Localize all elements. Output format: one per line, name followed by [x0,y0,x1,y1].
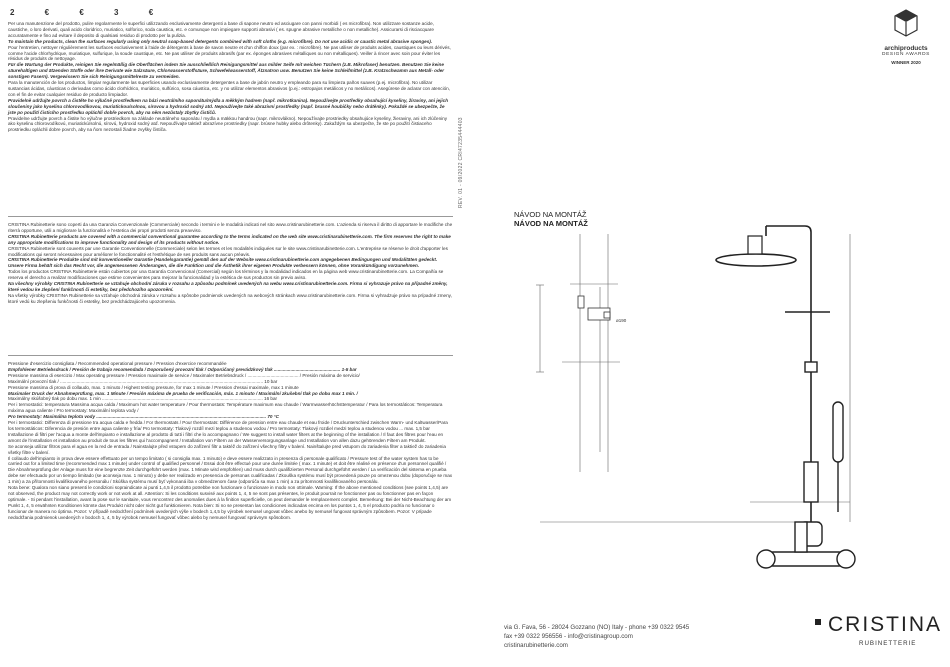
footer-address [504,623,689,650]
warranty-de: CRISTINA Rubinetterie Produkte sind mit konventioneller Garantie (Handelsgarantie) gemäß den auf der Website www.cristinarubinetterie.com angegebenen Bedingungen und Modalitäten gedeckt. Unsere Firma behält sich das Recht vor, die angemessenen Änderungen, die die Funktion und die Ästhetik ihrer eigenen Produkte verbessern können, ohne Vorankündigung vorzunehmen. [8,257,438,269]
divider [8,355,453,356]
spec-filters: Installazione di filtri per l'acqua a monte dell'impianto e installazione al prodotto di tutti i filtri che lo accompagnano / We suggest to install water filters at the beginning of the installation / Il faut des filtres pour l'eau en amont de l'installation et installation au produit de tous les filtres qui l'accompagnent / Installation von Filtern an der Wasserversorgungsanlage und Installation von allen dazu gehörenden Filtern am Produkt. [8,431,444,443]
care-text-de: Für die Wartung der Produkte, reinigen Sie regelmäßig die Oberflächen indem Sie ausschließlich Reinigungsmittel aus milder Seife mit weichen Tüchern (z.B. Mikrofaser) benutzen. Benutzen Sie keine säurehaltigen und ätzenden Stoffe oder ihre Derivate wie Salzsäure, Chlorwasserstoffsäure, Schwefelwasserstoff, Ätznatron usw. Benutzen Sie keine Schleifmittel (z.B. Kratzschwamm aus Metall- oder sonstigen Fasern). Vergewissern Sie sich Reinigungsmittelreste zu vermeiden. [8,62,445,80]
spec-test: Il collaudo dell'impianto in prova deve essere effettuato per un tempo limitato ( si consiglia max. 1 minuto) e deve essere realizzato in presenza di personale qualificato / Pressure test of the water system has to be carried out for a limited time (recommended max 1 minute) under control of qualified personnel / Essai doit être effectué pour une durée limitée ( max. 1 minute) et doit être réalisé en présence d'un personnel qualifié / Die Abnahmeprüfung der Anlage muss für eine begrenzte Zeit durchgeführt werden (max. 1 Minute wird empfohlen) und muss durch qualifizierten Personal durchgeführt werden / La verificación del sistema en prueba debe ser efectuado por un tiempo limitado (se aconseja max. 1 minuto) y debe ser realizado en presencia de personas cualificadas / Zkouška systému musí být provedená pouze po omezenou dobu (doporučuje se max 1 min) a za přítomnosti kvalifikovaného personálu / Skúška systému musí byť vykonaná iba v obmedzenom čase (odporúča sa max 1 min) a za prítomnosti kvalifikovaného personálu. [8,455,453,485]
care-text-cz: Pravidelně udržujte povrch a čistěte ho výlučně prostředkem na bázi neutrálního saponátu/mýdla a měkkým hadrem (např. mikrotkanina). Nepoužívejte prostředky obsahující kyseliny, žíraviny, ani jejich sloučeniny jako kyselinu chlorovodíkovou, muriatickou/solnou, sírovou a hydroxid sodný atd. Nepoužívejte také abrazivní prostředky (např. brusné houbičky nebo drátěnky). Pokaždé se ubezpečte, že jste po použití čisticího prostředku opláchli dobře povrch, aby na něm nezůstaly zbytky čističů. [8,97,449,115]
spec-test-pressure: Pressione massima di prova di collaudo, max. 1 minuto / Highest testing pressure, for max 1 minute / Pression d'essai maximale, max 1 minute [8,384,299,390]
warranty-cz: Na všechny výrobky CRISTINA Rubinetterie se vztahuje obchodní záruka v rozsahu a způsobu podmínek uvedených na webu www.cristinarubinetterie.com. Firma si vyhrazuje právo na případné změny, které vedou ke zlepšení funkčnosti či estetiky, bez předchozího upozornění. [8,281,448,292]
award-badge [870,8,942,65]
award-cube-icon [893,8,919,38]
footer-fax-line: fax +39 0322 956556 - info@cristinagroup.com [504,633,633,640]
care-section [8,8,453,133]
care-text-en: To maintain the products, clean the surfaces regularly using only neutral soap-based detergents combined with soft cloths (e.g. microfibre). Do not use acidic or caustic metal abrasive sponges). [8,38,433,44]
warranty-it: CRISTINA Rubinetterie sono coperti da una Garanzia Convenzionale (Commerciale) secondo i termini e le modalità indicati nel sito www.cristinarubinetterie.com. L'azienda si riserva il diritto di apportare le modifiche che riterrà opportune, utili a migliorare la funzionalità e l'estetica dei propri prodotti senza preavviso. [8,222,453,233]
award-line: DESIGN AWARDS [882,52,930,57]
dim-label: ø190 [616,318,627,323]
doc-code: REV. 01 - 09/2022 CRI47235444403 [458,117,464,208]
spec-pressure-max: Pressione massima di esercizio / Max operating pressure / Pression maximale de service / Maximaler Betriebsdruck / ........................................ / Presión máxima de servicio/ [8,372,360,378]
spec-pressure-2: Empfohlener Betriebsdruck / Presión de trabajo recomendada / Doporučený provozní tlak / Odporúčaný prevádzkový tlak .................................................... 1-5 bar [8,366,357,372]
warranty-es: Todos los productos CRISTINA Rubinetterie están cubiertos por una Garantía Convencional (Comercial) según los términos y la modalidad indicados en la página web www.cristinarubinetterie.com. La Compañía se reserva el derecho a realizar modificaciones que estime convenientes para mejorar la funcionalidad y la estética de sus productos sin previo aviso. [8,269,444,281]
footer-web-link[interactable]: cristinarubinetterie.com [504,642,568,649]
spec-test-pressure-3: Maximálny skúšobný tlak po dobu max. 1 min .............................................................................................................................. 16 bar [8,396,278,402]
spec-test-pressure-2: Maximaler Druck der Abnahmeprüfung, max. 1 Minute / Presión máxima de prueba de verificación, máx. 1 minuto / Maximální zkušební tlak po dobu max 1 min. / [8,390,358,396]
logo-name: CRISTINA [828,613,943,636]
warranty-sk: Na všetky výrobky CRISTINA Rubinetterie sa vzťahuje obchodná záruka v rozsahu a spôsobe podmienok uvedených na webových stránkach www.cristinarubinetterie.com. Firma si vyhradzuje právo na prípadné zmeny, ktoré vedú ku zlepšeniu funkčnosti či estetiky, bez predchádzajúceho upozornenia. [8,292,452,304]
care-header: 2 € € 3 € [10,8,168,17]
care-text-it: Per una manutenzione del prodotto, pulire regolarmente le superfici utilizzando esclusivamente detergenti a base di sapone neutro ed asciugare con panni morbidi ( es microfibra). Non utilizzare sostanze acide, caustiche, o loro derivati, quali acido cloridrico, muriatico, solforico, soda caustica, etc. e comunque non impiegare supporti abrasivi ( es. spugne abrasive metalliche o non metalliche). Assicurarsi di risciacquare accuratamente e fino ad evitare il deposito di qualsiasi residuo di prodotto per la pulizia. [8,21,434,38]
spec-filters-2: Se aconseja utilizar filtros para el agua en la red de entrada / Nainstalujte před vstupem do zařízení filtr a taktéž do zařízení všechny filtry v balení. Nainštalujte pred vstupom do zariadenia filter a taktiež do zariadenia všetky filtre v balení. [8,443,446,455]
logo-sub: RUBINETTERIE [859,640,917,647]
spec-temp-2: Pro termostaty: Maximálna teplota vody ..................................................................................................................................... 70 °C [8,414,279,420]
specs-section [8,361,453,520]
warranty-section [8,222,453,305]
award-brand: archiproducts [884,45,928,52]
spec-pressure: Pressione d'esercizio consigliata / Recommended operational pressure / Pression d'exercice recommandée [8,361,227,366]
spec-note: Nota bene: Qualora non siano presenti le condizioni sopraindicate ai punti 1,4,5 il prodotto potrebbe non funzionare o funzionare in modo non ottimale. Warning: If the above mentioned conditions (see points 1,4,5) are not observed, the product may not correctly work or not work at all. Attention: Si les conditions susvisé aux points 1, 4, 5 ne sont pas présentes, le produit pourrait ne fonctionner pas ou fonctionner pas en façon optimale. - Si pendant l'installation, avant la pose sur le sanitaire, vous rencontrez des anomalies dues à la finition superficielle, on peut demander le remplacement complet. Bemerkung: Bei der Nicht-Beachtung der am Punkt 1, 4, 5 erwähnten Konditionen könnte das Produkt nicht oder nicht gut funktionieren. Nota bien: Si no se presentan las condiciones indicadas encima en los puntos 1, 4, 5 el producto podría no funcionar o funcionar de manera no óptima. Pozor: V případě nedodržení podmínek uvedených výše v bodech 1,4,5 by výrobek nemusel ungovat vůbec anebo by nemusel fungovat správným způsobem. Pozor: V prípade nedodržania podmienok uvedených v bodoch 1, 4, 5 by výrobok nemusel fungovať vôbec alebo by nemusel fungovať správnym spôsobom. [8,485,452,520]
divider [8,216,453,217]
care-text-fr: Pour l'entretien, nettoyer régulièrement les surfaces exclusivement à l'aide de détergents à base de savon neutre et d'un chiffon doux (par ex. : microfibre). Ne pas utiliser de produits acides, caustiques ou leurs dérivés, comme l'acide chlorhydrique, muriatique, sulfurique, la soude caustique, etc. Ne pas utiliser de produits abrasifs (par ex. éponges abrasives métalliques ou non métalliques). Veiller à rincer avec soin pour éviter les résidus de produits de nettoyage. [8,44,451,62]
spec-pressure-max-2: Maximální provozní tlak / ............................................................................................................................................................... 10 bar [8,378,278,384]
title-line-1: NÁVOD NA MONTÁŽ [514,210,587,219]
award-winner: WINNER 2020 [891,60,921,65]
shower-drawing [520,222,870,592]
footer-address-line: via G. Fava, 56 - 28024 Gozzano (NO) Italy - phone +39 0322 9545 [504,624,690,631]
spec-temp: Per i termostatici: temperatura Massima acqua calda / Maximum hot water temperature / Pour thermostats: Température maximum eau chaude / Warmwasserhöchsttemperatur / Para los termostáticos: Temperatura máxima agua caliente / Pro termostaty: Maximální teplota vody / [8,402,443,414]
warranty-en: CRISTINA Rubinetterie products are covered with a commercial conventional guarantee according to the terms indicated on the web site www.cristinarubinetterie.com. The firm reserves the right to make any appropriate modifications to improve functionality and design of its products without notice. [8,233,451,245]
logo-square-icon [815,619,821,625]
title-line-2: NÁVOD NA MONTÁŽ [514,218,588,228]
warranty-fr: CRISTINA Rubinetterie sont couverts par une Garantie Conventionnelle (Commerciale) selon les termes et les modalités indiquées sur le site www.cristinarubinetterie.com. L'entreprise se réserve le droit d'apporter les modifications qui seront nécessaires pour améliorer le fonctionnalité et l'esthétique de ses produits sans aucun préavis. [8,245,448,257]
care-text-sk: Pravidelne udržujte povrch a čistite ho výlučne prostriedkom na základe neutrálneho saponátu / mydla a mäkkou handrou (napr. mikrovlákno). Nepoužívajte prostriedky obsahujúce kyseliny, žieraviny, ani ich zlúčeniny ako kyselinu chlorovodíkovú, muriatickú/solnú, sírovú, hydroxid sodný atď. Nepoužívajte taktiež abrazívne prostriedky (napr. brúsne hubky alebo drôtenky). Zakaždým sa ubezpečte, že ste po použití čistiaceho prostriedku opláchli dobre povrch, aby na ňom nezostali žiadne zvyšky čističa. [8,115,448,133]
spec-diff: Per i termostatici: Differenza di pressione tra acqua calda e fredda / For thermostats / Pour thermostats: Différence de pression entre eau chaude et eau froide / Druckunterschied zwischen Warm- und Kaltwasser/Para los termostáticos: Diferencia de presión entre agua caliente y fría/ Pro termostaty: Tlakový rozdíl mezi teplou a studenou vodou / Pro termostaty: Tlakový rozdiel medzi teplou a studenou vodou ... max. 1,5 bar [8,420,448,431]
care-text-es: Para la manutención de los productos, limpiar regularmente las superficies usando exclusivamente detergentes a base de jabón neutro y empleando para su limpieza paños suaves (p.ej. microfibra). No utilizar sustancias ácidas, cáusticas o derivadas como ácido clorhídrico, muriático, sulfúrico, sosa cáustica, etc. y no utilizar elementos abrasivos (p.ej.: estropajos metálicos y no metálicos). Asegúrese de aclarar con atención, con el fin de evitar cualquier residuo de producto limpiador. [8,80,450,97]
